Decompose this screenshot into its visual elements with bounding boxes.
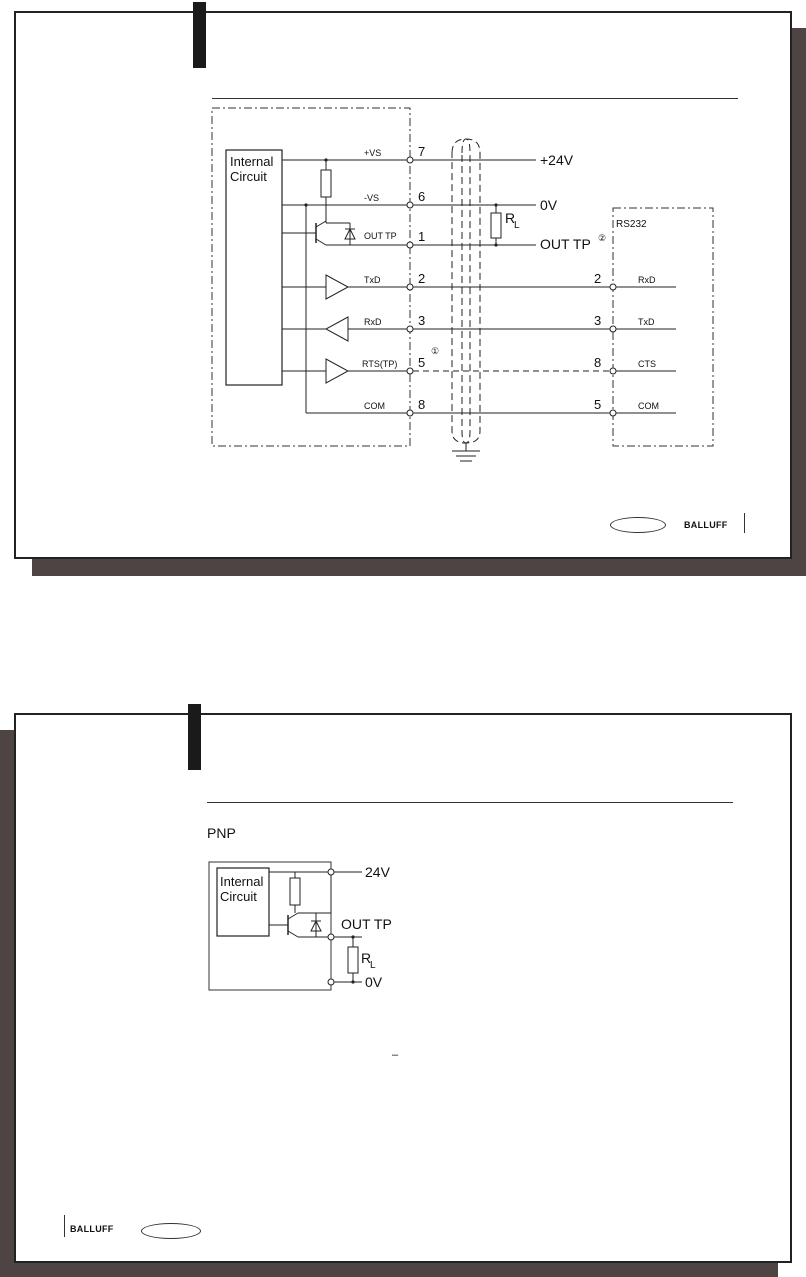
pnp-label-0v: 0V <box>365 974 383 990</box>
pin-label-vs-minus: -VS <box>364 193 380 203</box>
pnp-label-rl: R <box>361 950 372 966</box>
pin-label-com: COM <box>364 401 385 411</box>
pin-number-1: 1 <box>418 229 426 244</box>
page1-brand-logo: BALLUFF <box>684 520 728 530</box>
label-out-tp: OUT TP <box>540 236 591 252</box>
rts-driver <box>326 359 348 383</box>
page1-footer-oval <box>610 517 666 533</box>
label-24v: +24V <box>540 152 574 168</box>
rs232-pin-2: 2 <box>594 271 602 286</box>
pin-number-3: 3 <box>418 313 426 328</box>
pin-number-2: 2 <box>418 271 426 286</box>
page2-brand-divider <box>64 1215 65 1237</box>
out-tp-note-marker: ② <box>598 233 607 243</box>
rs232-pin-3: 3 <box>594 313 602 328</box>
page2-stray-dash: – <box>392 1049 399 1061</box>
pnp-label-rl-sub: L <box>370 960 376 971</box>
rs232-title: RS232 <box>616 219 647 230</box>
pin-label-out-tp: OUT TP <box>364 231 397 241</box>
pin-number-5: 5 <box>418 355 426 370</box>
pnp-output-diagram <box>16 715 794 1265</box>
pin-label-rxd: RxD <box>364 317 382 327</box>
internal-circuit-block <box>226 150 282 385</box>
pullup-resistor <box>321 170 331 197</box>
pnp-block-label-line2: Circuit <box>220 889 257 904</box>
page2 <box>14 713 792 1263</box>
rs232-pin-5: 5 <box>594 397 602 412</box>
cable-shield <box>462 139 470 443</box>
rxd-receiver <box>326 317 348 341</box>
page1 <box>14 11 792 559</box>
pnp-label-24v: 24V <box>365 864 390 880</box>
label-0v: 0V <box>540 197 558 213</box>
pin-number-7: 7 <box>418 144 426 159</box>
pnp-pullup-resistor <box>290 878 300 905</box>
block-label-line1: Internal <box>230 154 274 169</box>
pin-label-vs-plus: +VS <box>364 148 382 158</box>
pin-number-8: 8 <box>418 397 426 412</box>
rs232-boundary <box>613 208 713 446</box>
pnp-label: PNP <box>207 825 236 841</box>
page2-footer-oval <box>141 1223 201 1239</box>
label-rl: R <box>505 210 516 226</box>
label-rl-sub: L <box>514 220 520 231</box>
txd-driver <box>326 275 348 299</box>
rs232-label-cts: CTS <box>638 359 656 369</box>
pin-label-rts: RTS(TP) <box>362 359 398 369</box>
rs232-label-rxd: RxD <box>638 275 656 285</box>
pnp-load-resistor <box>348 947 358 973</box>
rs232-label-txd: TxD <box>638 317 655 327</box>
pin-number-6: 6 <box>418 189 426 204</box>
page1-brand-divider <box>744 513 745 533</box>
pnp-label-out-tp: OUT TP <box>341 916 392 932</box>
page2-brand-logo: BALLUFF <box>70 1224 114 1234</box>
pnp-block-label-line1: Internal <box>220 874 264 889</box>
rts-note-marker: ① <box>431 346 440 356</box>
block-label-line2: Circuit <box>230 169 267 184</box>
rs232-pin-8: 8 <box>594 355 602 370</box>
rs232-label-com: COM <box>638 401 659 411</box>
pin-label-txd: TxD <box>364 275 381 285</box>
load-resistor <box>491 213 501 238</box>
rs232-wiring-diagram <box>16 13 794 561</box>
